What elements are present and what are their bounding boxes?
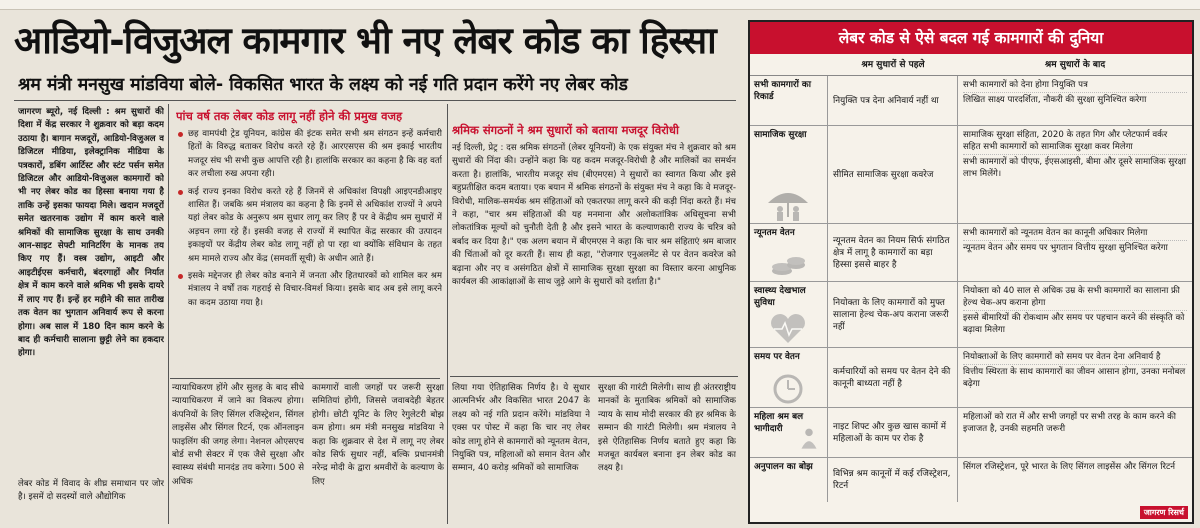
table-row xyxy=(750,348,1192,408)
woman-worker-icon xyxy=(794,421,824,455)
table-row xyxy=(750,76,1192,126)
row-after: सामाजिक सुरक्षा संहिता, 2020 के तहत गिग और प्लेटफार्म वर्कर सहित सभी कामगारों को सामाजिक सुरक्षा कवर मिलेगा xyxy=(963,128,1187,155)
row-before: सीमित सामाजिक सुरक्षा कवरेज xyxy=(828,126,958,223)
row-after: वित्तीय स्थिरता के साथ कामगारों का जीवन आसान होगा, उनका मनोबल बढ़ेगा xyxy=(963,367,1186,389)
header-before: श्रम सुधारों से पहले xyxy=(861,60,925,70)
row-before: नियोक्ता के लिए कामगारों को मुफ्त सालाना हेल्थ चेक-अप कराना जरूरी नहीं xyxy=(828,282,958,347)
lead-article-continued: लेबर कोड में विवाद के शीघ्र समाधान पर जोर है। इसमें दो सदस्यों वाले औद्योगिक xyxy=(18,479,164,503)
box-heading: पांच वर्ष तक लेबर कोड लागू नहीं होने की प्रमुख वजह xyxy=(176,109,403,123)
row-after: न्यूनतम वेतन और समय पर भुगतान वित्तीय सुरक्षा सुनिश्चित करेगा xyxy=(963,243,1168,253)
union-story-heading: श्रमिक संगठनों ने श्रम सुधारों को बताया मजदूर विरोधी xyxy=(452,123,679,137)
row-label: समय पर वेतन xyxy=(754,352,800,362)
divider xyxy=(170,378,440,379)
wage-coins-icon xyxy=(764,245,812,279)
article-column-3: कामगारों वाली जगहों पर जरूरी सुरक्षा समितियां होंगी, जिससे जवाबदेही बेहतर होगी। छोटी यूनिट के लिए रेगुलेटरी बोझ कम होगा। श्रम मंत्री मनसुख मांडविया ने कहा कि शुक्रवार से देश में लागू नए लेबर कोड सिर्फ सुधार नहीं, बल्कि प्रधानमंत्री नरेन्द्र मोदी के द्वारा श्रमवीरों के कल्याण के लिए xyxy=(312,383,444,487)
row-after: सभी कामगारों को देना होगा नियुक्ति पत्र xyxy=(963,78,1187,93)
lead-article-body: जागरण ब्यूरो, नई दिल्ली : श्रम सुधारों की दिशा में केंद्र सरकार ने शुक्रवार को बड़ा कदम उठाया है। बागान मजदूरों, आडियो-विजुअल व डिजिटल मीडिया, इलेक्ट्रानिक मीडिया के पत्रकारों, डबिंग आर्टिस्ट और स्टंट पर्सन समेत डिजिटल और आडियो-विजुअल कामगारों को भी नए लेबर कोड का हिस्सा बनाया गया है ताकि उन्हें इसका फायदा मिले। खदान मजदूरों समेत खतरनाक उद्योग में काम करने वाले श्रमिकों की सामाजिक सुरक्षा के साथ उनकी आन-साइट सेफ्टी मानिटरिंग के मानक तय किए गए हैं। वस्त्र उद्योग, आइटी और आइटीईएस कर्मचारी, बंदरगाहों और निर्यात क्षेत्र में काम करने वाले श्रमिक भी इसके दायरे में लाए गए हैं। इन्हें हर महीने की सात तारीख तक वेतन का भुगतान अनिवार्य रूप से करना होगा। अब साल में 180 दिन काम करने के बाद ही कर्मचारी सालाना छुट्टी लेने का हकदार होगा। xyxy=(18,107,164,359)
table-row xyxy=(750,282,1192,348)
article-column-2: न्यायाधिकरण होंगे और सुलह के बाद सीधे न्यायाधिकरण में जाने का विकल्प होगा। कंपनियों के लिए सिंगल रजिस्ट्रेशन, सिंगल लाइसेंस और सिंगल रिटर्न, एक ऑनलाइन फाइलिंग की जगह लेगा। नेशनल ओएसएच बोर्ड सभी सेक्टर में एक जैसे सुरक्षा और स्वास्थ्य संबंधी मानदंड तय करेगा। 500 से अधिक xyxy=(172,383,304,487)
health-heart-icon xyxy=(764,311,812,345)
row-after: सभी कामगारों को न्यूनतम वेतन का कानूनी अधिकार मिलेगा xyxy=(963,226,1187,241)
table-row xyxy=(750,408,1192,458)
box-bullet: इसके मद्देनजर ही लेबर कोड बनाने में जनता और हितधारकों को शामिल कर श्रम मंत्रालय ने वर्षों तक गहराई से विचार-विमर्श किया। इसके बाद अब इसे लागू करने का कदम उठाया गया है। xyxy=(176,270,442,310)
row-before: कर्मचारियों को समय पर वेतन देने की कानूनी बाध्यता नहीं है xyxy=(828,348,958,407)
row-before: नियुक्ति पत्र देना अनिवार्य नहीं था xyxy=(828,76,958,125)
article-column-4: लिया गया ऐतिहासिक निर्णय है। ये सुधार आत्मनिर्भर और विकसित भारत 2047 के लक्ष्य को नई गति प्रदान करेंगे। मांडविया ने एक्स पर पोस्ट में कहा कि चार नए लेबर कोड लागू होने से कामगारों को न्यूनतम वेतन, नियुक्ति पत्र, महिलाओं को समान वेतन और सम्मान, 40 करोड़ श्रमिकों को सामाजिक xyxy=(452,383,590,474)
row-after: नियोक्ता को 40 साल से अधिक उम्र के सभी कामगारों का सालाना फ्री हेल्थ चेक-अप कराना होगा xyxy=(963,284,1187,311)
table-row xyxy=(750,458,1192,502)
box-bullet: कई राज्य इनका विरोध करते रहे हैं जिनमें से अधिकांश विपक्षी आइएनडीआइए शासित हैं। जबकि श्रम मंत्रालय का कहना है कि इनमें से अधिकांश राज्यों ने अपने यहां लेबर कोड के अनुरूप श्रम सुधार लागू कर लिए हैं पर वे केंद्रीय श्रम सुधारों में अड़चन लगा रहे हैं। इसकी वजह से राज्यों में स्थापित केंद्र सरकार की उत्पादन इकाइयों पर केंद्रीय लेबर कोड लागू नहीं हो पा रहा था क्योंकि संविधान के तहत श्रम मामले राज्य और केंद्र (समवर्ती सूची) के अधीन आते हैं। xyxy=(176,186,442,266)
infographic-table xyxy=(748,20,1194,524)
row-after: लिखित साक्ष्य पारदर्शिता, नौकरी की सुरक्षा सुनिश्चित करेगा xyxy=(963,95,1147,105)
column-rule xyxy=(168,104,169,524)
divider xyxy=(450,376,738,377)
umbrella-family-icon xyxy=(764,187,812,221)
table-header xyxy=(750,54,1192,76)
table-grid xyxy=(750,54,1192,502)
page-top-strip xyxy=(0,0,1200,10)
row-after: सिंगल रजिस्ट्रेशन, पूरे भारत के लिए सिंगल लाइसेंस और सिंगल रिटर्न xyxy=(963,462,1176,472)
union-story-body: नई दिल्ली, प्रेट्र : दस श्रमिक संगठनों (लेबर यूनियनों) के एक संयुक्त मंच ने शुक्रवार को श्रम सुधारों की निंदा की। उन्होंने कहा कि यह कदम मजदूर-विरोधी है और मालिकों का समर्थन करता है। हालांकि, भारतीय मजदूर संघ (बीएमएस) ने सुधारों का स्वागत किया और इसे बहुप्रतीक्षित कदम बताया। एक बयान में श्रमिक संगठनों के संयुक्त मंच ने कहा कि वे मजदूर-विरोधी, मालिक-समर्थक श्रम संहिताओं को एकतरफा लागू करने की कड़ी निंदा करते हैं। मंच ने कहा, "चार श्रम संहिताओं की यह मनमाना और अलोकतांत्रिक अधिसूचना सभी लोकतांत्रिक मूल्यों को चुनौती देती है और इसने भारत के कल्याणकारी राज्य के चरित्र को बर्बाद कर दिया है।" एक अलग बयान में बीएमएस ने कहा कि चार श्रम संहिताएं श्रम बाजार की चिंताओं को दूर करती हैं। साथ ही कहा, "रोजगार एनुअलमेंट से पर वेतन कवरेज को बढ़ाना और नए व असंगठित क्षेत्रों में सामाजिक सुरक्षा सुरक्षा का विस्तार करना आधुनिक कार्यबल की आकांक्षाओं के साथ जुड़े आगे के सुधारों को दर्शाता है।" xyxy=(452,143,736,288)
row-label: सभी कामगारों का रिकार्ड xyxy=(750,76,828,125)
box-body xyxy=(176,128,442,378)
table-row xyxy=(750,126,1192,224)
source-credit: जागरण रिसर्च xyxy=(1140,506,1188,519)
clock-wage-icon xyxy=(764,371,812,405)
row-label: महिला श्रम बल भागीदारी xyxy=(754,412,804,434)
box-bullet: छह वामपंथी ट्रेड यूनियन, कांग्रेस की इंटक समेत सभी श्रम संगठन इन्हें कर्मचारी हितों के विरुद्ध बताकर विरोध करते रहे हैं। आरएसएस की श्रम इकाई भारतीय मजदूर संघ भी सभी कुछ आपत्ति रही है। हालांकि सरकार का कहना है कि वह वर्ता कर लचीला रुख अपना रही। xyxy=(176,128,442,182)
column-rule xyxy=(447,104,448,524)
table-title: लेबर कोड से ऐसे बदल गई कामगारों की दुनिया xyxy=(750,22,1192,54)
subheadline: श्रम मंत्री मनसुख मांडविया बोले- विकसित भारत के लक्ष्य को नई गति प्रदान करेंगे नए लेबर कोड xyxy=(18,75,628,95)
headline: आडियो-विजुअल कामगार भी नए लेबर कोड का हिस्सा xyxy=(14,19,716,62)
row-label: न्यूनतम वेतन xyxy=(754,228,795,238)
row-after: इससे बीमारियों की रोकथाम और समय पर पहचान करने की संस्कृति को बढ़ावा मिलेगा xyxy=(963,313,1185,335)
row-label: सामाजिक सुरक्षा xyxy=(754,130,807,140)
row-before: विभिन्न श्रम कानूनों में कई रजिस्ट्रेशन, रिटर्न xyxy=(828,458,958,502)
table-row xyxy=(750,224,1192,282)
row-label: अनुपालन का बोझ xyxy=(750,458,828,502)
row-before: न्यूनतम वेतन का नियम सिर्फ संगठित क्षेत्र में लागू है कामगारों का बड़ा हिस्सा इससे बाहर है xyxy=(828,224,958,281)
row-after: नियोक्ताओं के लिए कामगारों को समय पर वेतन देना अनिवार्य है xyxy=(963,350,1187,365)
row-before: नाइट शिफ्ट और कुछ खास कामों में महिलाओं के काम पर रोक है xyxy=(828,408,958,457)
header-after: श्रम सुधारों के बाद xyxy=(1044,60,1106,70)
row-after: सभी कामगारों को पीएफ, ईएसआइसी, बीमा और दूसरे सामाजिक सुरक्षा लाभ मिलेंगे। xyxy=(963,157,1187,179)
row-after: महिलाओं को रात में और सभी जगहों पर सभी तरह के काम करने की इजाजत है, उनकी सहमति जरूरी xyxy=(963,412,1176,434)
divider xyxy=(14,100,736,101)
row-label: स्वास्थ्य देखभाल सुविधा xyxy=(754,286,806,308)
article-column-5: सुरक्षा की गारंटी मिलेगी। साथ ही अंतरराष्ट्रीय मानकों के मुताबिक श्रमिकों को सामाजिक न्याय के साथ मोदी सरकार की हर श्रमिक के सम्मान की गारंटी मिलेगी। श्रम मंत्रालय ने इसे ऐतिहासिक निर्णय बताते हुए कहा कि मजबूत कार्यबल बनाना इन लेबर कोड का लक्ष्य है। xyxy=(598,383,736,474)
